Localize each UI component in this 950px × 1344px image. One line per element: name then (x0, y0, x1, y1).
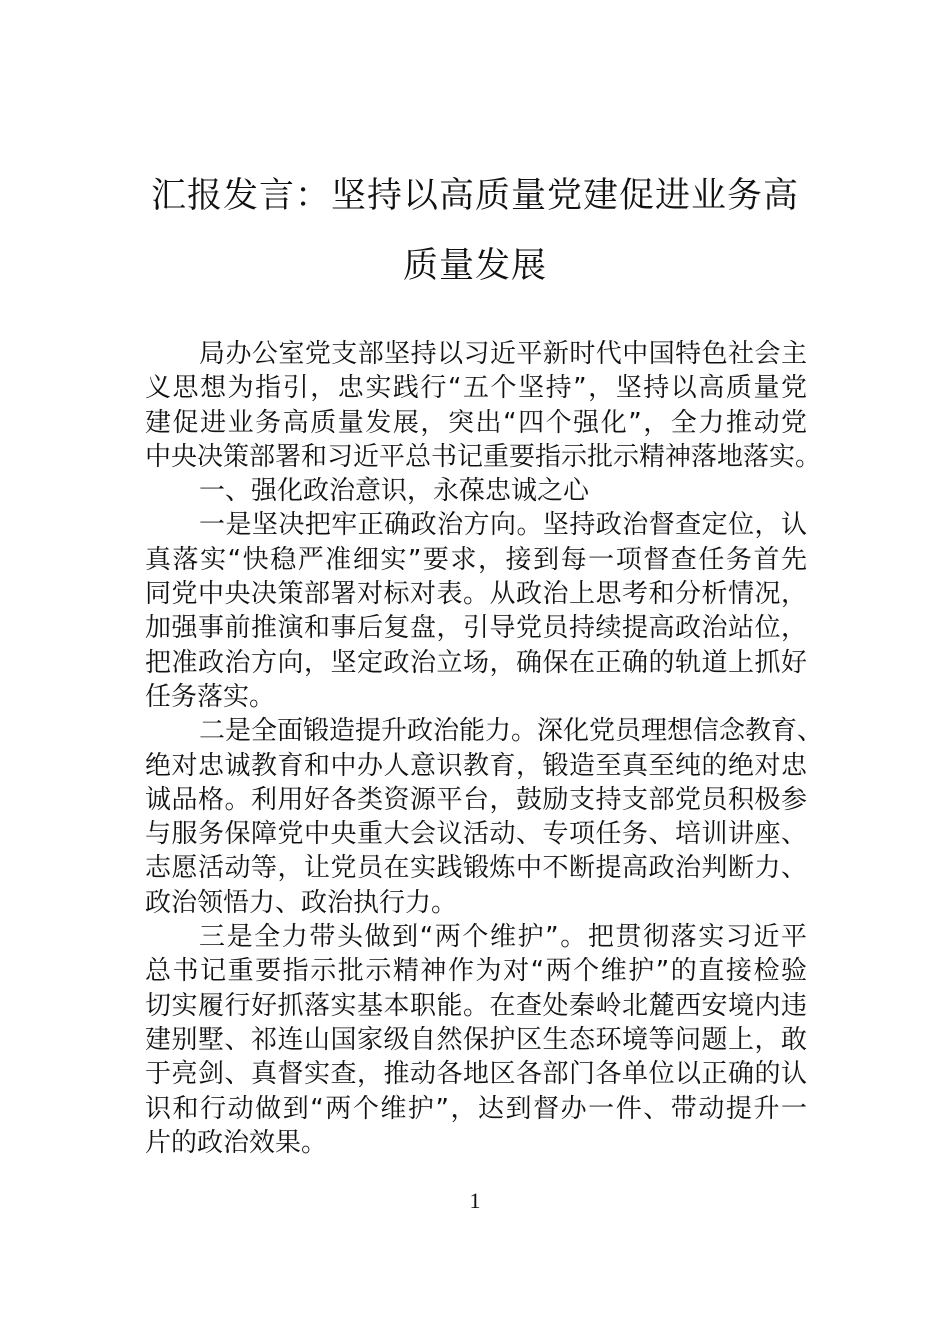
text-line: 政治领悟力、政治执行力。 (145, 887, 458, 918)
text-line: 把准政治方向，坚定政治立场，确保在正确的轨道上抓好 (145, 647, 807, 678)
text-line: 二是全面锻造提升政治能力。深化党员理想信念教育、 (199, 716, 824, 747)
section-heading (145, 474, 807, 508)
paragraph (145, 337, 822, 474)
paragraph (145, 508, 807, 714)
text-line: 诚品格。利用好各类资源平台，鼓励支持支部党员积极参 (145, 784, 807, 815)
text-line: 于亮剑、真督实查，推动各地区各部门各单位以正确的认 (145, 1059, 807, 1090)
text-line: 局办公室党支部坚持以习近平新时代中国特色社会主 (199, 339, 807, 369)
text-line: 片的政治效果。 (145, 1127, 328, 1158)
text-line: 一、强化政治意识，永葆忠诚之心 (199, 476, 590, 507)
text-line: 建促进业务高质量发展，突出“四个强化”，全力推动党 (145, 407, 807, 438)
text-line: 绝对忠诚教育和中办人意识教育，锻造至真至纯的绝对忠 (145, 750, 807, 781)
text-line: 三是全力带头做到“两个维护”。把贯彻落实习近平 (199, 922, 807, 953)
text-line: 建别墅、祁连山国家级自然保护区生态环境等问题上，敢 (145, 1024, 807, 1055)
text-line: 与服务保障党中央重大会议活动、专项任务、培训讲座、 (145, 819, 807, 850)
document-title-line-2: 质量发展 (402, 246, 547, 286)
text-line: 同党中央决策部署对标对表。从政治上思考和分析情况， (145, 579, 807, 610)
document-body (145, 337, 824, 1160)
text-line: 义思想为指引，忠实践行“五个坚持”，坚持以高质量党 (145, 373, 807, 404)
text-line: 加强事前推演和事后复盘，引导党员持续提高政治站位， (145, 613, 807, 644)
text-line: 一是坚决把牢正确政治方向。坚持政治督查定位，认 (199, 510, 807, 541)
text-line: 识和行动做到“两个维护”，达到督办一件、带动提升一 (145, 1093, 807, 1124)
paragraph (145, 714, 824, 920)
paragraph (145, 920, 807, 1160)
text-line: 切实履行好抓落实基本职能。在查处秦岭北麓西安境内违 (145, 990, 807, 1021)
text-line: 任务落实。 (145, 681, 276, 712)
text-line: 志愿活动等，让党员在实践锻炼中不断提高政治判断力、 (145, 853, 807, 884)
page-number: 1 (469, 1188, 481, 1213)
text-line: 总书记重要指示批示精神作为对“两个维护”的直接检验 (145, 956, 807, 987)
text-line: 中央决策部署和习近平总书记重要指示批示精神落地落实。 (145, 441, 822, 472)
text-line: 真落实“快稳严准细实”要求，接到每一项督查任务首先 (145, 544, 807, 575)
document-title-line-1: 汇报发言：坚持以高质量党建促进业务高 (150, 176, 799, 216)
